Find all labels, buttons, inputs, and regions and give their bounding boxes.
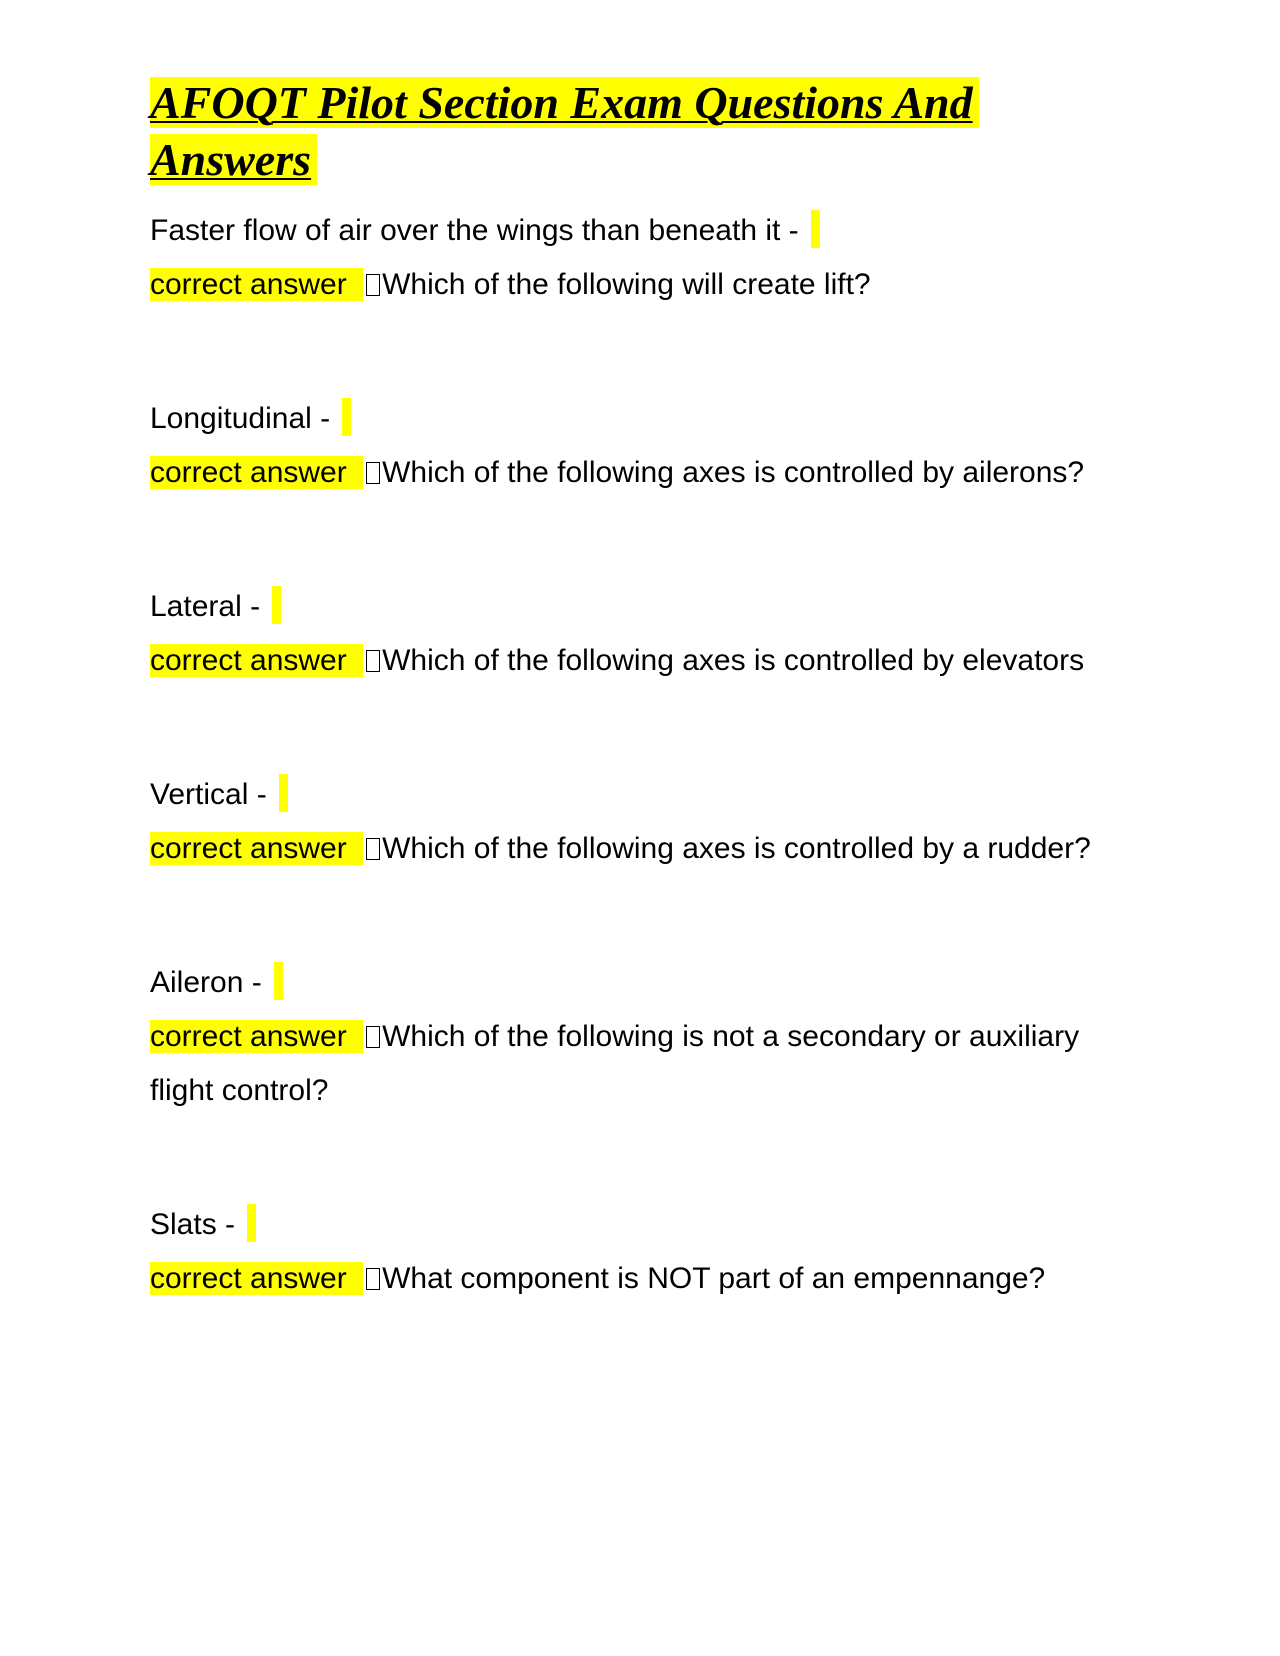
answer-text: Longitudinal - — [150, 402, 339, 435]
highlight-mark — [272, 586, 281, 624]
highlight-mark — [811, 210, 820, 248]
highlight-mark — [342, 398, 351, 436]
question-text: Which of the following is not a secondary or auxiliary flight control? — [150, 1020, 1080, 1107]
question-text: Which of the following will create lift? — [382, 268, 871, 301]
question-text: Which of the following axes is controlled by ailerons? — [382, 456, 1085, 489]
question-line — [150, 634, 1130, 688]
question-line — [150, 258, 1130, 312]
qa-entry — [150, 1198, 1130, 1306]
correct-answer-label: correct answer — [150, 832, 363, 865]
missing-glyph-icon — [366, 462, 380, 484]
answer-line — [150, 956, 1130, 1010]
missing-glyph-icon — [366, 1026, 380, 1048]
missing-glyph-icon — [366, 838, 380, 860]
answer-text: Faster flow of air over the wings than beneath it - — [150, 214, 807, 247]
question-line — [150, 1010, 1130, 1118]
document-title — [150, 74, 1130, 188]
answer-text: Slats - — [150, 1208, 244, 1241]
answer-line — [150, 768, 1130, 822]
answer-text: Vertical - — [150, 778, 276, 811]
question-text: Which of the following axes is controlled by elevators — [382, 644, 1085, 677]
title-line-2: Answers — [150, 134, 317, 185]
correct-answer-label: correct answer — [150, 268, 363, 301]
question-text: What component is NOT part of an empennange? — [382, 1262, 1046, 1295]
highlight-mark — [247, 1204, 256, 1242]
qa-entry — [150, 956, 1130, 1118]
correct-answer-label: correct answer — [150, 1262, 363, 1295]
question-line — [150, 446, 1130, 500]
highlight-mark — [279, 774, 288, 812]
answer-line — [150, 1198, 1130, 1252]
correct-answer-label: correct answer — [150, 1020, 363, 1053]
correct-answer-label: correct answer — [150, 456, 363, 489]
answer-text: Lateral - — [150, 590, 269, 623]
document-page — [150, 74, 1130, 1306]
correct-answer-label: correct answer — [150, 644, 363, 677]
qa-entry — [150, 768, 1130, 876]
missing-glyph-icon — [366, 1268, 380, 1290]
qa-entry — [150, 392, 1130, 500]
answer-text: Aileron - — [150, 966, 271, 999]
missing-glyph-icon — [366, 650, 380, 672]
title-line-1: AFOQT Pilot Section Exam Questions And — [150, 77, 979, 128]
answer-line — [150, 392, 1130, 446]
missing-glyph-icon — [366, 274, 380, 296]
question-line — [150, 822, 1130, 876]
question-line — [150, 1252, 1130, 1306]
answer-line — [150, 580, 1130, 634]
qa-entry — [150, 204, 1130, 312]
question-text: Which of the following axes is controlled by a rudder? — [382, 832, 1091, 865]
highlight-mark — [274, 962, 283, 1000]
answer-line — [150, 204, 1130, 258]
qa-entry — [150, 580, 1130, 688]
